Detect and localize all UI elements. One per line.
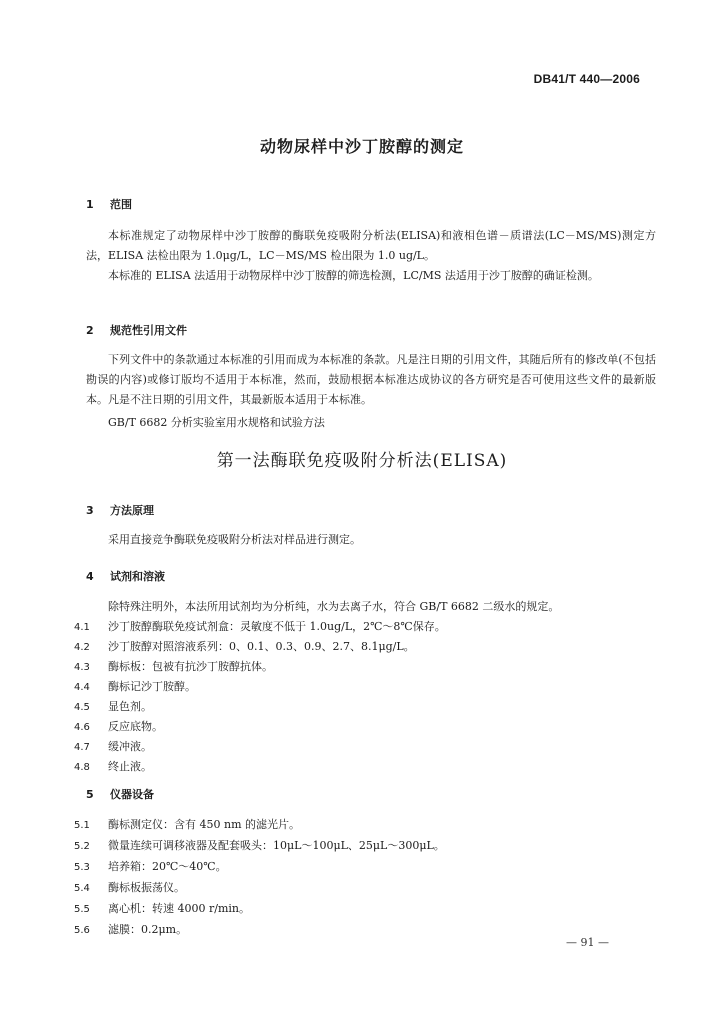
item-number: 5.3 xyxy=(74,862,90,873)
item-number: 5.4 xyxy=(74,883,90,894)
item-text: 离心机：转速 4000 r/min。 xyxy=(108,902,250,915)
item-text: 培养箱：20℃～40℃。 xyxy=(108,860,227,873)
item-text: 终止液。 xyxy=(108,760,152,773)
section-5-item xyxy=(74,816,300,832)
page-number: — 91 — xyxy=(566,936,609,949)
item-number: 4.1 xyxy=(74,622,90,633)
item-number: 5.2 xyxy=(74,841,90,852)
section-4-item xyxy=(74,758,152,774)
item-number: 5.1 xyxy=(74,820,90,831)
section-5-number: 5 xyxy=(86,788,94,801)
section-4-item xyxy=(74,618,446,634)
section-4-title: 试剂和溶液 xyxy=(110,570,165,583)
section-1-title: 范围 xyxy=(110,198,132,211)
item-number: 5.5 xyxy=(74,904,90,915)
section-3-number: 3 xyxy=(86,504,94,517)
section-3-heading xyxy=(86,502,154,518)
item-text: 显色剂。 xyxy=(108,700,152,713)
section-2-number: 2 xyxy=(86,324,94,337)
document-title: 动物尿样中沙丁胺醇的测定 xyxy=(259,137,464,156)
item-number: 4.6 xyxy=(74,722,90,733)
section-5-item xyxy=(74,921,187,937)
section-5-item xyxy=(74,879,185,895)
standard-code: DB41/T 440—2006 xyxy=(533,72,640,86)
item-number: 4.7 xyxy=(74,742,90,753)
item-text: 酶标板：包被有抗沙丁胺醇抗体。 xyxy=(108,660,273,673)
section-4-intro: 除特殊注明外，本法所用试剂均为分析纯，水为去离子水，符合 GB/T 6682 二级水的规定。 xyxy=(108,600,560,613)
section-4-item xyxy=(74,678,196,694)
item-text: 微量连续可调移液器及配套吸头：10μL～100μL、25μL～300μL。 xyxy=(108,839,445,852)
item-number: 5.6 xyxy=(74,925,90,936)
item-text: 酶标测定仪：含有 450 nm 的滤光片。 xyxy=(108,818,300,831)
section-1-para-2: 本标准的 ELISA 法适用于动物尿样中沙丁胺醇的筛选检测，LC/MS 法适用于沙丁胺醇的确证检测。 xyxy=(108,269,599,282)
item-text: 酶标记沙丁胺醇。 xyxy=(108,680,196,693)
section-4-item xyxy=(74,738,152,754)
section-5-heading xyxy=(86,786,154,802)
item-number: 4.4 xyxy=(74,682,90,693)
item-text: 滤膜：0.2μm。 xyxy=(108,923,188,936)
section-2-heading xyxy=(86,322,187,338)
item-number: 4.3 xyxy=(74,662,90,673)
section-4-item xyxy=(74,658,273,674)
item-number: 4.5 xyxy=(74,702,90,713)
section-5-item xyxy=(74,858,227,874)
item-text: 缓冲液。 xyxy=(108,740,152,753)
section-4-item xyxy=(74,718,163,734)
section-2-para-1: 下列文件中的条款通过本标准的引用而成为本标准的条款。凡是注日期的引用文件，其随后所有的修改单(不包括勘误的内容)或修订版均不适用于本标准，然而，鼓励根据本标准达成协议的各方研究是否可使用这些文件的最新版本。凡是不注日期的引用文件，其最新版本适用于本标准。 xyxy=(86,353,656,406)
section-1-heading xyxy=(86,196,132,212)
item-text: 反应底物。 xyxy=(108,720,163,733)
section-5-item xyxy=(74,837,445,853)
section-1-number: 1 xyxy=(86,198,94,211)
item-text: 沙丁胺醇酶联免疫试剂盒：灵敏度不低于 1.0ug/L，2℃～8℃保存。 xyxy=(108,620,446,633)
section-1-para-1: 本标准规定了动物尿样中沙丁胺醇的酶联免疫吸附分析法(ELISA)和液相色谱－质谱法(LC－MS/MS)测定方法，ELISA 法检出限为 1.0μg/L，LC－MS/MS 检出限为 1.0 ug/L。 xyxy=(86,229,656,262)
item-text: 沙丁胺醇对照溶液系列：0、0.1、0.3、0.9、2.7、8.1μg/L。 xyxy=(108,640,415,653)
section-3-para-1: 采用直接竞争酶联免疫吸附分析法对样品进行测定。 xyxy=(108,533,361,546)
section-4-heading xyxy=(86,568,165,584)
section-4-number: 4 xyxy=(86,570,94,583)
item-number: 4.8 xyxy=(74,762,90,773)
section-4-item xyxy=(74,638,415,654)
part-title: 第一法酶联免疫吸附分析法(ELISA) xyxy=(216,451,508,471)
item-text: 酶标板振荡仪。 xyxy=(108,881,185,894)
section-3-title: 方法原理 xyxy=(110,504,154,517)
section-2-title: 规范性引用文件 xyxy=(110,324,187,337)
section-5-item xyxy=(74,900,250,916)
section-5-title: 仪器设备 xyxy=(110,788,154,801)
item-number: 4.2 xyxy=(74,642,90,653)
section-2-reference: GB/T 6682 分析实验室用水规格和试验方法 xyxy=(108,416,325,429)
section-4-item xyxy=(74,698,152,714)
